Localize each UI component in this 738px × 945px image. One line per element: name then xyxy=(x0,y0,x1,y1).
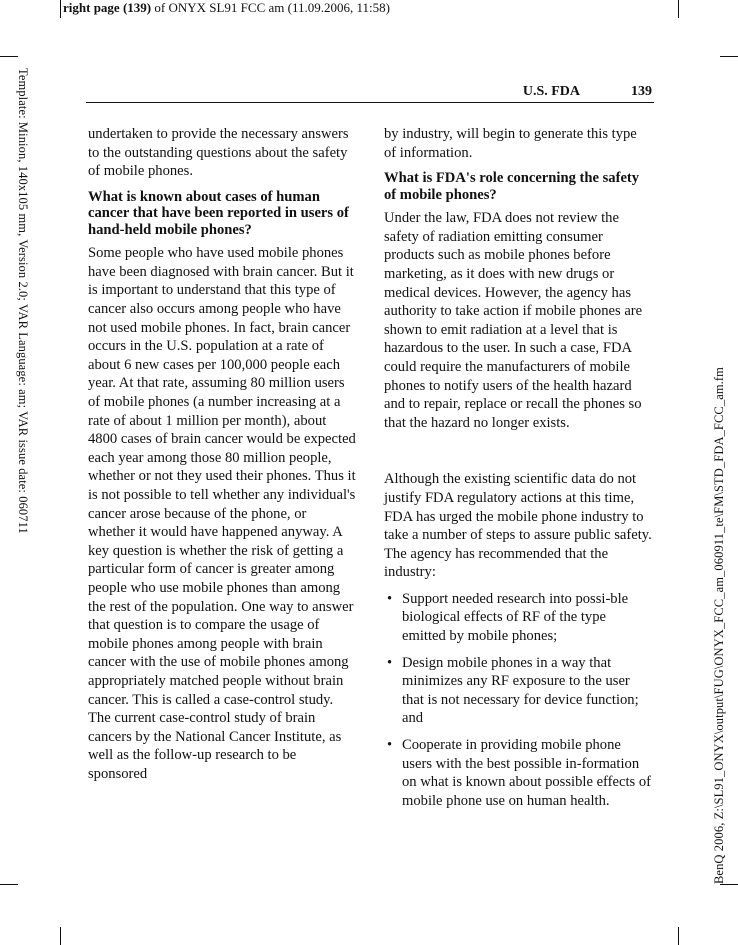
crop-mark xyxy=(60,927,61,945)
crop-mark xyxy=(720,884,738,885)
list-item xyxy=(384,654,652,728)
print-header-page: right page (139) xyxy=(63,0,152,15)
print-header xyxy=(63,0,390,16)
crop-mark xyxy=(720,56,738,57)
crop-mark xyxy=(60,0,61,18)
right-body-paragraph-2: Although the existing scientific data do not justify FDA regulatory actions at this time, FDA has urged the mobile phone industry to take a number of steps to assure public safety. The agency has recommended that the industry: xyxy=(384,471,652,581)
left-intro-paragraph: undertaken to provide the necessary answers to the outstanding questions about the safety of mobile phones. xyxy=(88,126,349,180)
right-section-heading: What is FDA's role concerning the safety of mobile phones? xyxy=(384,170,640,203)
right-intro-paragraph: by industry, will begin to generate this type of information. xyxy=(384,126,637,161)
crop-mark xyxy=(0,56,18,57)
crop-mark xyxy=(0,884,18,885)
print-header-info: of ONYX SL91 FCC am (11.09.2006, 11:58) xyxy=(151,0,390,15)
file-path-text: BenQ 2006, Z:\SL91_ONYX\output\FUG\ONYX_FCC_am_060911_te\FM\STD_FDA_FCC_am.fm xyxy=(712,367,726,884)
list-item-text: Support needed research into possi-ble biological effects of RF of the type emitted by mobile phones; xyxy=(402,590,629,645)
header-rule-gap xyxy=(597,82,598,102)
bullet-icon: • xyxy=(387,654,393,671)
bullet-icon: • xyxy=(387,737,393,754)
recommendation-list xyxy=(384,590,652,811)
crop-mark xyxy=(678,927,679,945)
left-column xyxy=(88,125,356,792)
running-head xyxy=(86,82,654,103)
right-column xyxy=(384,125,652,818)
right-body-paragraph-1: Under the law, FDA does not review the safety of radiation emitting consumer products such as mobile phones before marketing, as it does with new drugs or medical devices. However, the agency has authority to take action if mobile phones are shown to emit radiation at a level that is hazardous to the user. In such a case, FDA could require the manufacturers of mobile phones to notify users of the health hazard and to repair, replace or recall the phones so that the hazard no longer exists. xyxy=(384,210,643,431)
crop-mark xyxy=(678,0,679,18)
left-body-paragraph: Some people who have used mobile phones have been diagnosed with brain cancer. But it is important to understand that this type of cancer also occurs among people who have not used mobile phones. In fact, brain cancer occurs in the U.S. population at a rate of about 6 new cases per 100,000 people each year. At that rate, assuming 80 million users of mobile phones (a number increasing at a rate of about 1 million per month), about 4800 cases of brain cancer would be expected each year among those 80 million people, whether or not they used their phones. Thus it is not possible to tell whether any individual's cancer arose because of the phone, or whether it would have happened anyway. A key question is whether the risk of getting a particular form of cancer is greater among people who use mobile phones than among the rest of the population. One way to answer that question is to compare the usage of mobile phones among people with brain cancer with the use of mobile phones among appropriately matched people without brain cancer. This is called a case-control study. The current case-control study of brain cancers by the National Cancer Institute, as well as the follow-up research to be sponsored xyxy=(88,245,356,782)
file-path-vertical xyxy=(712,208,734,884)
page-number: 139 xyxy=(631,84,652,99)
list-item-text: Cooperate in providing mobile phone users with the best possible in-formation on what is known about possible effects of mobile phone use on human health. xyxy=(402,737,651,809)
template-info-text: Template: Minion, 140x105 mm, Version 2.0; VAR Language: am; VAR issue date: 060711 xyxy=(16,68,30,534)
list-item xyxy=(384,736,652,810)
list-item-text: Design mobile phones in a way that minimizes any RF exposure to the user that is not necessary for device function; and xyxy=(402,654,639,727)
left-section-heading: What is known about cases of human cancer that have been reported in users of hand-held mobile phones? xyxy=(88,188,349,238)
bullet-icon: • xyxy=(387,590,393,607)
template-info-vertical xyxy=(8,68,30,758)
section-title: U.S. FDA xyxy=(522,84,580,99)
paragraph-gap xyxy=(384,440,652,470)
list-item xyxy=(384,590,652,646)
